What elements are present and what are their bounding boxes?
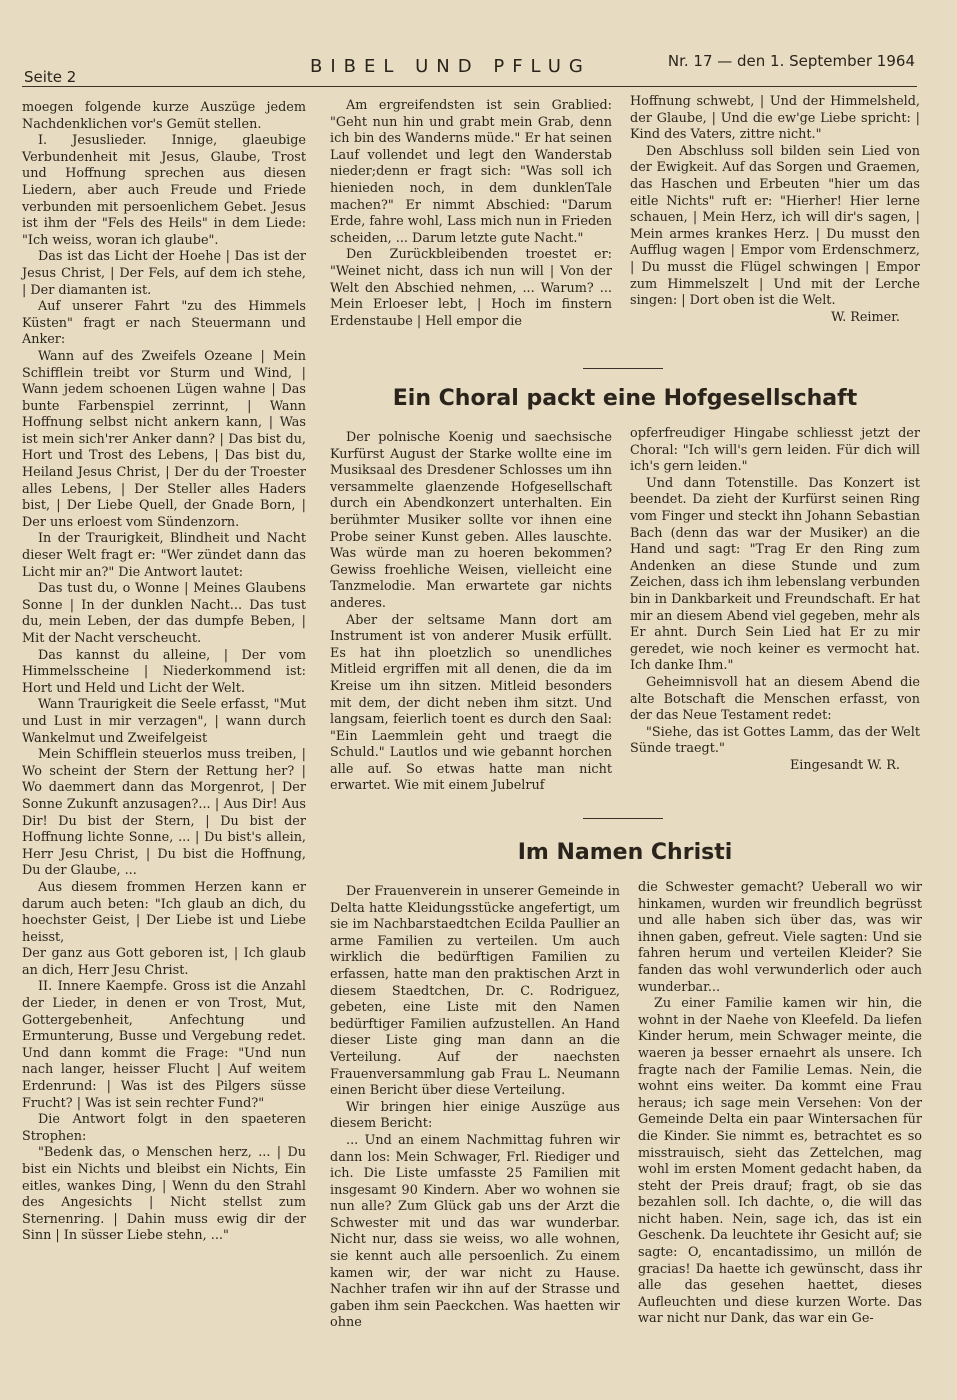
paragraph: die Schwester gemacht? Ueberall wo wir hinkamen, wurden wir freundlich begrüsst und alle haben sich über das, was wir ihnen gaben, gefreut. Viele sagten: Und sie fahren herum und verteilen Kleider? Sie fanden das wohl verwunderlich oder auch wunderbar... <box>638 880 922 995</box>
paragraph: Aber der seltsame Mann dort am Instrument ist von anderer Musik erfüllt. Es hat ihn ploetzlich so unendliches Mitleid ergriffen mit all denen, die da im Kreise um ihn sitzen. Mitleid besonders mit dem, der dicht neben ihm sitzt. Und langsam, feierlich toent es durch den Saal: "Ein Laemmlein geht und traegt die Schuld." Lautlos und wie gebannt horchen alle auf. So etwas hatte man nicht erwartet. Wie mit einem Jubelruf <box>330 612 612 794</box>
section-divider <box>583 818 663 819</box>
article-title: Ein Choral packt eine Hofgesellschaft <box>392 386 858 411</box>
paragraph: moegen folgende kurze Auszüge jedem Nachdenklichen vor's Gemüt stellen. <box>22 100 306 132</box>
paragraph: Das ist das Licht der Hoehe | Das ist der Jesus Christ, | Der Fels, auf dem ich stehe, | Der diamanten ist. <box>22 249 306 298</box>
paragraph: Zu einer Familie kamen wir hin, die wohnt in der Naehe von Kleefeld. Da liefen Kinder herum, mein Schwager meinte, die waeren ja besser ernaehrt als unsere. Ich fragte nach der Familie Lemas. Nein, die wohnt eins weiter. Da kommt eine Frau heraus; ich sage mein Versehen: Von der Gemeinde Delta ein paar Wintersachen für die Kinder. Sie nimmt es, betrachtet es so misstrauisch, sieht das Zettelchen, mag wohl im ersten Moment gedacht haben, da steht der Preis drauf; fragt, ob sie das bezahlen soll. Ich dachte, o, die will das nicht haben. Nein, sage ich, das ist ein Geschenk. Da leuchtete ihr Gesicht auf; sie sagte: O, encantadissimo, un millón de gracias! Da haette ich gewünscht, dass ihr alle das gesehen haettet, dieses Aufleuchten und diese kurzen Worte. Das war nicht nur Dank, das war ein Ge- <box>638 996 922 1327</box>
paragraph: opferfreudiger Hingabe schliesst jetzt der Choral: "Ich will's gern leiden. Für dich will ich's gern leiden." <box>630 426 920 475</box>
article-3-left <box>330 884 620 1332</box>
article-title: Im Namen Christi <box>517 840 733 865</box>
masthead: BIBEL UND PFLUG <box>310 56 591 77</box>
paragraph: Den Abschluss soll bilden sein Lied von der Ewigkeit. Auf das Sorgen und Graemen, das Haschen und Erbeuten "hier um das eitle Nichts" ruft er: "Hierher! Hier lerne schauen, | Mein Herz, ich will dir's sagen, | Mein armes krankes Herz. | Du musst den Aufflug wagen | Empor vom Erdenschmerz, | Du musst die Flügel schwingen | Empor zum Himmelszelt | Und mit der Lerche singen: | Dort oben ist die Welt. <box>630 143 920 309</box>
paragraph: Der polnische Koenig und saechsische Kurfürst August der Starke wollte eine im Musiksaal des Dresdener Schlosses um ihn versammelte glaenzende Hofgesellschaft durch ein Abendkonzert unterhalten. Ein berühmter Musiker sollte vor ihnen eine Probe seiner Kunst geben. Alles lauschte. Was würde man zu hoeren bekommen? Gewiss froehliche Weisen, vielleicht eine Tanzmelodie. Man erwartete gar nichts anderes. <box>330 430 612 611</box>
paragraph: Am ergreifendsten ist sein Grablied: "Geht nun hin und grabt mein Grab, denn ich bin des Wanderns müde." Er hat seinen Lauf vollendet und legt den Wanderstab nieder;denn er fragt sich: "Was soll ich hienieden noch, in dem dunklenTale machen?" Er nimmt Abschied: "Darum Erde, fahre wohl, Lass mich nun in Frieden scheiden, ... Darum letzte gute Nacht." <box>330 98 612 246</box>
paragraph: Der ganz aus Gott geboren ist, | Ich glaub an dich, Herr Jesu Christ. <box>22 946 306 978</box>
section-divider <box>583 368 663 369</box>
article-2-right <box>630 426 920 774</box>
column-2 <box>330 98 612 330</box>
issue-date: Nr. 17 — den 1. September 1964 <box>667 52 915 70</box>
paragraph: Wann Traurigkeit die Seele erfasst, "Mut und Lust in mir verzagen", | wann durch Wankelmut und Zweifelgeist <box>22 697 306 746</box>
paragraph: ... Und an einem Nachmittag fuhren wir dann los: Mein Schwager, Frl. Riediger und ich. Die Liste umfasste 25 Familien mit insgesamt 90 Kindern. Aber wo wohnen sie nun alle? Zum Glück gab uns der Arzt die Schwester mit und das war wunderbar. Nicht nur, dass sie weiss, wo alle wohnen, sie kennt auch alle persoenlich. Zu einem kamen wir, der war nicht zu Hause. Nachher trafen wir ihn auf der Strasse und gaben ihm sein Paeckchen. Was haetten wir ohne <box>330 1132 620 1331</box>
paragraph: Den Zurückbleibenden troestet er: "Weinet nicht, dass ich nun will | Von der Welt den Abschied nehmen, ... Warum? ... Mein Erloeser lebt, | Hoch im finstern Erdenstaube | Hell empor die <box>330 247 612 329</box>
header-rule <box>22 86 917 87</box>
signature: Eingesandt W. R. <box>789 757 900 773</box>
paragraph: Auf unserer Fahrt "zu des Himmels Küsten" fragt er nach Steuermann und Anker: <box>22 299 306 348</box>
paragraph: I. Jesuslieder. Innige, glaeubige Verbundenheit mit Jesus, Glaube, Trost und Hoffnung sprechen aus diesen Liedern, aber auch Freude und Friede verbunden mit persoenlichem Gebet. Jesus ist ihm der "Fels des Heils" in dem Liede: "Ich weiss, woran ich glaube". <box>22 133 306 248</box>
paragraph: Das kannst du alleine, | Der vom Himmelsscheine | Niederkommend ist: Hort und Held und Licht der Welt. <box>22 647 306 696</box>
paragraph: Geheimnisvoll hat an diesem Abend die alte Botschaft die Menschen erfasst, von der das Neue Testament redet: <box>630 674 920 724</box>
paragraph: "Bedenk das, o Menschen herz, ... | Du bist ein Nichts und bleibst ein Nichts, Ein eitles, wankes Ding, | Wenn du den Strahl des Angesichts | Nicht stellst zum Sternenring. | Dahin muss ewig dir der Sinn | In süsser Liebe stehn, ..." <box>22 1145 306 1244</box>
paragraph: Der Frauenverein in unserer Gemeinde in Delta hatte Kleidungsstücke angefertigt, um sie im Nachbarstaedtchen Ecilda Paullier an arme Familien zu verteilen. Um auch wirklich die bedürftigen Familien zu erfassen, hatte man den praktischen Arzt in diesem Staedtchen, Dr. C. Rodriguez, gebeten, eine Liste mit den Namen bedürftiger Familien aufzustellen. An Hand dieser Liste ging man dann an die Verteilung. Auf der naechsten Frauenversammlung gab Frau L. Neumann einen Bericht über diese Verteilung. <box>330 884 620 1099</box>
page-number: Seite 2 <box>24 68 77 86</box>
article-3-right <box>638 880 922 1328</box>
paragraph: "Siehe, das ist Gottes Lamm, das der Welt Sünde traegt." <box>630 724 920 757</box>
paragraph: In der Traurigkeit, Blindheit und Nacht dieser Welt fragt er: "Wer zündet dann das Licht mir an?" Die Antwort lautet: <box>22 531 306 580</box>
article-2-left <box>330 430 612 795</box>
paragraph: Aus diesem frommen Herzen kann er darum auch beten: "Ich glaub an dich, du hoechster Geist, | Der Liebe ist und Liebe heisst, <box>22 879 306 945</box>
column-3 <box>630 94 920 326</box>
column-1 <box>22 100 306 1245</box>
paragraph: II. Innere Kaempfe. Gross ist die Anzahl der Lieder, in denen er von Trost, Mut, Gottergebenheit, Anfechtung und Ermunterung, Busse und Vergebung redet. Und dann kommt die Frage: "Und nun nach langer, heisser Flucht | Auf weitem Erdenrund: | Was ist des Pilgers süsse Frucht? | Was ist sein rechter Fund?" <box>22 979 306 1111</box>
paragraph: Die Antwort folgt in den spaeteren Strophen: <box>22 1112 306 1144</box>
signature: W. Reimer. <box>831 309 900 325</box>
paragraph: Und dann Totenstille. Das Konzert ist beendet. Da zieht der Kurfürst seinen Ring vom Finger und steckt ihn Johann Sebastian Bach (denn das war der Musiker) an die Hand und sagt: "Trag Er den Ring zum Andenken an diese Stunde und zum Zeichen, dass ich ihm lebenslang verbunden bin in Dankbarkeit und Freundschaft. Er hat mir an diesem Abend viel gegeben, mehr als Er ahnt. Durch Sein Lied hat Er zu mir geredet, wie noch keiner es vermocht hat. Ich danke Ihm." <box>630 475 920 674</box>
paragraph: Das tust du, o Wonne | Meines Glaubens Sonne | In der dunklen Nacht... Das tust du, mein Leben, der das dumpfe Beben, | Mit der Nacht verscheucht. <box>22 581 306 646</box>
paragraph: Wann auf des Zweifels Ozeane | Mein Schifflein treibt vor Sturm und Wind, | Wann jedem schoenen Lügen wahne | Das bunte Farbenspiel zerrinnt, | Wann Hoffnung selbst nicht ankern kann, | Was ist mein sich'rer Anker dann? | Das bist du, Hort und Trost des Lebens, | Das bist du, Heiland Jesus Christ, | Der du der Troester alles Lebens, | Der Steller alles Haders bist, | Der Liebe Quell, der Gnade Born, | Der uns erloest vom Sündenzorn. <box>22 348 306 530</box>
paragraph: Mein Schifflein steuerlos muss treiben, | Wo scheint der Stern der Rettung her? | Wo daemmert dann das Morgenrot, | Der Sonne Zukunft anzusagen?... | Aus Dir! Aus Dir! Du bist der Stern, | Du bist der Hoffnung lichte Sonne, ... | Du bist's allein, Herr Jesu Christ, | Du bist die Hoffnung, Du der Glaube, ... <box>22 747 306 879</box>
paragraph: Hoffnung schwebt, | Und der Himmelsheld, der Glaube, | Und die ew'ge Liebe spricht: | Kind des Vaters, zittre nicht." <box>630 94 920 143</box>
paragraph: Wir bringen hier einige Auszüge aus diesem Bericht: <box>330 1099 620 1132</box>
